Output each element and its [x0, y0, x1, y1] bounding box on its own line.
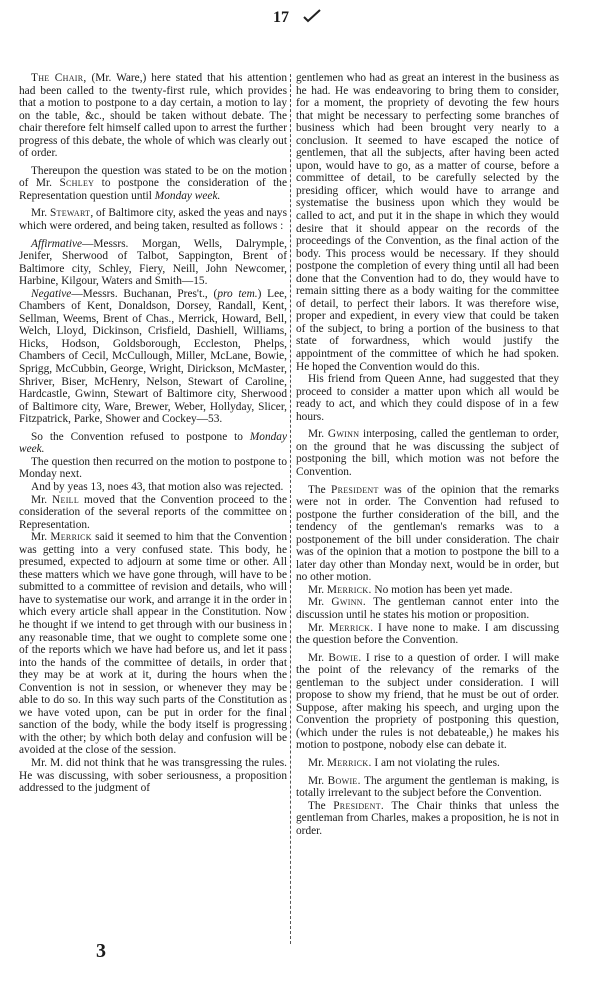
paragraph-bowie-irrelevant: Mr. Bowie. The argument the gentleman is making, is totally irrelevant to the subject before the Convention. — [296, 774, 559, 800]
signature-mark: 3 — [96, 940, 106, 962]
speaker-name: Schley — [59, 177, 95, 190]
paragraph-gwinn-order: Mr. Gwinn interposing, called the gentleman to order, on the ground that he was discussing the subject of postponing the bill, which motion was not before the Convention. — [296, 428, 559, 478]
left-column — [19, 72, 287, 795]
speaker-name: Merrick. — [326, 756, 372, 769]
paragraph-merrick-reply: Mr. Merrick. No motion has been yet made. — [308, 583, 513, 596]
paragraph-stewart: Mr. Stewart, of Baltimore city, asked the yeas and nays which were ordered, and being taken, resulted as follows : — [19, 207, 287, 233]
paragraph-merrick-none: Mr. Merrick. I have none to make. I am discussing the question before the Convention. — [296, 621, 559, 647]
paragraph-refused-postpone: So the Convention refused to postpone to Monday week. — [19, 430, 287, 456]
right-column — [296, 72, 559, 837]
speaker-name: President. — [333, 799, 385, 812]
speaker-name: Bowie. — [327, 774, 361, 787]
paragraph-merrick-continued: Mr. M. did not think that he was transgressing the rules. He was discussing, with sober seriousness, a proposition addressed to the judgment of — [19, 756, 287, 795]
speaker-name: President — [330, 483, 379, 496]
paragraph-chair-ruling: The Chair, (Mr. Ware,) here stated that his attention had been called to the twenty-first rule, which provides that a motion to postpone to a day certain, a motion to lay on the table, &c., should be taken without debate. The chair therefore felt himself called upon to arrest the further progress of this debate, the whole of which was clearly out of order. — [19, 72, 287, 160]
speaker-name: Merrick. — [326, 583, 372, 596]
paragraph-schley-motion: Thereupon the question was stated to be on the motion of Mr. Schley to postpone the consideration of the Representation question until Monday week. — [19, 164, 287, 202]
vote-label: Negative — [31, 287, 72, 300]
paragraph-gwinn-reply: Mr. Gwinn. The gentleman cannot enter into the discussion until he states his motion or proposition. — [296, 596, 559, 621]
column-divider — [290, 74, 291, 944]
page-number: 17 — [273, 9, 289, 26]
paragraph-president-opinion: The President was of the opinion that the remarks were not in order. The Convention had refused to postpone the further consideration of the bill, and the tendency of the gentleman's remarks was to a postponement of the bill under consideration. The chair was of the opinion that a motion to postpone the bill to a later day other than Monday next, would be in order, but no other motion. — [296, 483, 559, 584]
speaker-name: Merrick — [50, 531, 92, 544]
paragraph-neill: Mr. Neill moved that the Convention proceed to the consideration of the several reports of the committee on Representation. — [19, 493, 287, 531]
paragraph-president-chair: The President. The Chair thinks that unless the gentleman from Charles, makes a proposition, he is not in order. — [296, 799, 559, 837]
paragraph-continuation: gentlemen who had as great an interest in the business as he had. He was endeavoring to bring them to consider, for a moment, the propriety of devoting the few hours that might be necessary to perfecting some branches of business which had been brought very nearly to a conclusion. It seemed to have escaped the notice of gentlemen, that all the subjects, after having been acted upon, would have to go, as a matter of course, before a committee of detail, to be carefully selected by the presiding officer, which would have to arrange and systematise the business upon which they would be called to act, and put it in the shape in which they would desire that it should appear on the records of the proceedings of the Convention, as the final action of the body. This process would be necessary. If they should postpone the completion of every thing until all had been done that the Convention had to do, they would have to remain sitting there as a body waiting for the committee of detail, to perfect their labors. It was therefore wise, proper and expedient, in every view that could be taken of the subject, to bring a portion of the business to that state of forwardness, which would justify the appointment of the committee of which he had spoken. He hoped the Convention would do this. — [296, 72, 559, 373]
paragraph-bowie-order: Mr. Bowie. I rise to a question of order. I will make the point of the relevancy of the remarks of the gentleman to the subject under consideration. I will propose to show my friend, that he must be out of order. Suppose, after making his speech, and urging upon the Convention the propriety of postponing this question, (which under the rules is not debateable,) he makes his motion to postpone, nobody else can debate it. — [296, 651, 559, 752]
speaker-name: Gwinn — [327, 428, 360, 441]
speaker-name: Merrick. — [328, 621, 374, 634]
checkmark-icon — [303, 9, 321, 23]
speaker-name: Gwinn. — [331, 596, 366, 609]
page-header — [0, 8, 600, 27]
paragraph-yeas-noes: And by yeas 13, noes 43, that motion also was rejected. — [31, 480, 284, 493]
speaker-name: The Chair, — [31, 72, 87, 84]
paragraph-merrick-speech: Mr. Merrick said it seemed to him that the Convention was getting into a very confused state. This body, he presumed, expected to adjourn at some time or other. All these matters which we have gone through, will have to be submitted to a committee of revision and details, who will have to systematise our work, and arrange it in the order in which every article shall appear in the Constitution. Now he thought if we intend to get through with our business in any reasonable time, that we ought to complete some one of the reports which we have had before us, and let it pass into the hands of the committee of details, in order that they may be at work at it, during the hours when the Convention is not in session, or whenever they may be able to do so. In this way such parts of the Constitution as we have voted upon, can be put in order for the final sanction of the body, while the body itself is progressing with the other; by which both delay and confusion will be avoided at the close of the session. — [19, 531, 287, 757]
paragraph-merrick-rules: Mr. Merrick. I am not violating the rules. — [308, 756, 500, 769]
speaker-name: Bowie. — [328, 651, 362, 664]
vote-label: Affirmative — [31, 237, 83, 250]
paragraph-negative-votes: Negative—Messrs. Buchanan, Pres't., (pro tem.) Lee, Chambers of Kent, Donaldson, Dorsey, Randall, Kent, Sellman, Weems, Brent of Chas., Merrick, Howard, Bell, Welch, Lloyd, Dickinson, Crisfield, Dashiell, Williams, Hicks, Hodson, Goldsborough, Eccleston, Phelps, Chambers of Cecil, McCullough, Miller, McLane, Bowie, Sprigg, McCubbin, George, Wright, Dirickson, McMaster, Shriver, Biser, McHenry, Nelson, Stewart of Caroline, Hardcastle, Gwinn, Stewart of Baltimore city, Sherwood of Baltimore city, Ware, Brewer, Weber, Hollyday, Slicer, Fitzpatrick, Parke, Shower and Cockey—53. — [19, 287, 287, 426]
paragraph-recurred: The question then recurred on the motion to postpone to Monday next. — [19, 455, 287, 481]
paragraph-affirmative-votes: Affirmative—Messrs. Morgan, Wells, Dalrymple, Jenifer, Sherwood of Talbot, Sappington, Brent of Baltimore city, Schley, Fiery, Neill, John Newcomer, Harbine, Kilgour, Waters and Smith—15. — [19, 237, 287, 288]
speaker-name: Stewart — [49, 207, 91, 220]
speaker-name: Neill — [52, 493, 80, 506]
paragraph-queen-anne: His friend from Queen Anne, had suggested that they proceed to consider a matter upon which all would be ready to act, and which they could dispose of in a few hours. — [296, 373, 559, 423]
